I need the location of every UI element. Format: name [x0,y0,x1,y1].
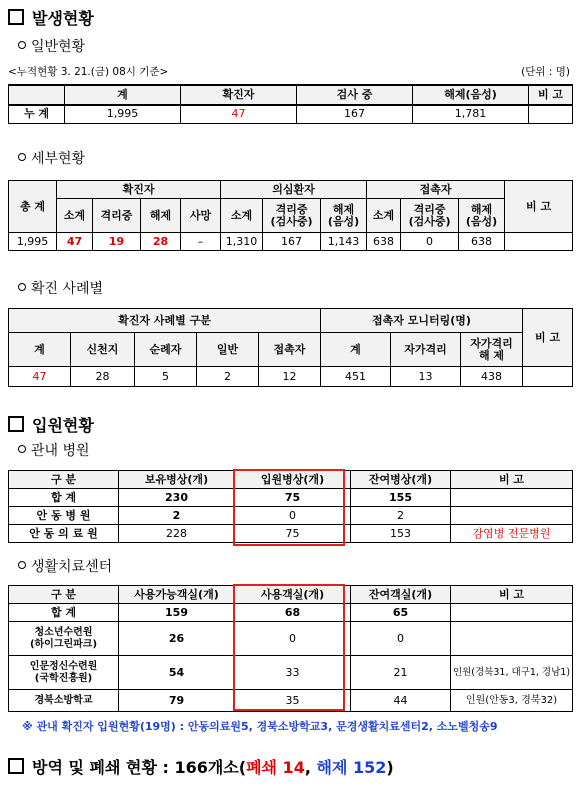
table-cell: 21 [351,656,451,690]
confirmed-group-header: 확진자 [57,181,221,199]
contact-released-cell: 638 [459,233,505,251]
header-cell: 해제(음성) [413,85,529,105]
subheading-detail: 세부현황 [18,148,85,168]
circle-bullet-icon [18,561,26,569]
shincheonji-cell: 28 [71,367,135,387]
confirmed-cell: 47 [181,105,297,123]
table-cell: 54 [119,656,235,690]
table-cell: 0 [351,622,451,656]
sub-header: 격리중 (검사중) [263,199,321,233]
table-cell [451,622,573,656]
suspect-released-cell: 1,143 [321,233,367,251]
sub-header: 계 [9,333,71,367]
circle-bullet-icon [18,41,26,49]
contact-isolated-cell: 0 [401,233,459,251]
header-cell [9,85,65,105]
subheading-cases: 확진 사례별 [18,278,103,298]
detail-status-table [8,180,573,251]
table-cell: 159 [119,604,235,622]
row-label: 누 계 [9,105,65,123]
unit-note: (단위 : 명) [521,66,570,78]
sub-header: 소계 [221,199,263,233]
testing-cell: 167 [297,105,413,123]
header-cell: 구 분 [9,471,119,489]
admission-footnote: ※ 관내 확진자 입원현황(19명) : 안동의료원5, 경북소방학교3, 문경생활치료센터2, 소노벨청송9 [22,720,498,733]
header-cell: 확진자 [181,85,297,105]
quarantine-closure-heading: 방역 및 폐쇄 현황 : 166개소(폐쇄 14, 해제 152) [8,755,394,778]
subheading-general: 일반현황 [18,36,85,56]
subheading-hospital: 관내 병원 [18,440,90,460]
header-cell: 비 고 [451,471,573,489]
released-cell: 1,781 [413,105,529,123]
sub-header: 격리중 [93,199,141,233]
table-cell: 230 [119,489,235,507]
table-cell: 33 [235,656,351,690]
row-label: 합 계 [9,489,119,507]
suspect-isolated-cell: 167 [263,233,321,251]
death-cell: – [181,233,221,251]
table-cell: 2 [351,507,451,525]
self-isolation-released-cell: 438 [461,367,523,387]
sub-header: 소계 [57,199,93,233]
table-cell: 79 [119,690,235,712]
monitor-group-header: 접촉자 모니터링(명) [321,309,523,333]
table-cell: 75 [235,525,351,543]
total-cell: 1,995 [65,105,181,123]
square-bullet-icon [8,416,24,432]
baseline-note: <누적현황 3. 21.(금) 08시 기준> [8,66,169,78]
section-heading-occurrence: 발생현황 [8,6,94,29]
self-isolation-cell: 13 [391,367,461,387]
header-cell: 잔여병상(개) [351,471,451,489]
header-cell: 계 [65,85,181,105]
table-cell: 0 [235,622,351,656]
circle-bullet-icon [18,153,26,161]
suspect-subtotal-cell: 1,310 [221,233,263,251]
table-cell [451,507,573,525]
suspect-group-header: 의심환자 [221,181,367,199]
sub-header: 계 [321,333,391,367]
header-cell: 비 고 [529,85,573,105]
square-bullet-icon [8,758,24,774]
general-status-table [8,84,573,124]
contact-subtotal-cell: 638 [367,233,401,251]
sub-header: 일반 [197,333,259,367]
case-total-cell: 47 [9,367,71,387]
header-cell: 구 분 [9,586,119,604]
circle-bullet-icon [18,283,26,291]
pilgrim-cell: 5 [135,367,197,387]
row-label: 합 계 [9,604,119,622]
row-label: 인문정신수련원 (국학진흥원) [9,656,119,690]
released-count: 해제 152 [316,758,387,777]
table-cell: 26 [119,622,235,656]
sub-header: 소계 [367,199,401,233]
remark-cell [529,105,573,123]
specialty-badge: 감염병 전문병원 [451,525,573,543]
sub-header: 격리중 (검사중) [401,199,459,233]
sub-header: 순례자 [135,333,197,367]
general-cell: 2 [197,367,259,387]
remark-header: 비 고 [523,309,573,367]
sub-header: 자가격리 해 제 [461,333,523,367]
remark-cell [505,233,573,251]
contact-cell: 12 [259,367,321,387]
table-cell [451,489,573,507]
table-cell: 155 [351,489,451,507]
contact-group-header: 접촉자 [367,181,505,199]
table-cell: 68 [235,604,351,622]
remark-header: 비 고 [505,181,573,233]
total-cell: 1,995 [9,233,57,251]
sub-header: 접촉자 [259,333,321,367]
sub-header: 사망 [181,199,221,233]
confirmed-subtotal-cell: 47 [57,233,93,251]
table-cell: 65 [351,604,451,622]
row-label: 안 동 의 료 원 [9,525,119,543]
table-cell: 0 [235,507,351,525]
sub-header: 해제 (음성) [459,199,505,233]
hospital-beds-table [8,470,573,543]
table-cell: 153 [351,525,451,543]
sub-header: 해제 [141,199,181,233]
monitor-total-cell: 451 [321,367,391,387]
header-cell: 비 고 [451,586,573,604]
sub-header: 해제 (음성) [321,199,367,233]
sub-header: 신천지 [71,333,135,367]
header-cell: 검사 중 [297,85,413,105]
row-label: 경북소방학교 [9,690,119,712]
table-cell: 인원(경북31, 대구1, 경남1) [451,656,573,690]
case-group-header: 확진자 사례별 구분 [9,309,321,333]
released-cell: 28 [141,233,181,251]
header-cell: 잔여객실(개) [351,586,451,604]
table-cell: 2 [119,507,235,525]
header-cell: 사용가능객실(개) [119,586,235,604]
table-cell: 인원(안동3, 경북32) [451,690,573,712]
table-cell: 35 [235,690,351,712]
header-cell: 보유병상(개) [119,471,235,489]
table-cell [451,604,573,622]
header-cell: 입원병상(개) [235,471,351,489]
circle-bullet-icon [18,445,26,453]
subheading-center: 생활치료센터 [18,556,112,576]
closed-count: 폐쇄 14 [246,758,305,777]
table-cell: 75 [235,489,351,507]
table-cell: 44 [351,690,451,712]
remark-cell [523,367,573,387]
isolated-cell: 19 [93,233,141,251]
square-bullet-icon [8,9,24,25]
row-label: 안 동 병 원 [9,507,119,525]
sub-header: 자가격리 [391,333,461,367]
treatment-center-table [8,585,573,712]
table-cell: 228 [119,525,235,543]
section-heading-hospitalization: 입원현황 [8,413,94,436]
total-header: 총 계 [9,181,57,233]
case-type-table [8,308,573,387]
row-label: 청소년수련원 (하이그린파크) [9,622,119,656]
header-cell: 사용객실(개) [235,586,351,604]
